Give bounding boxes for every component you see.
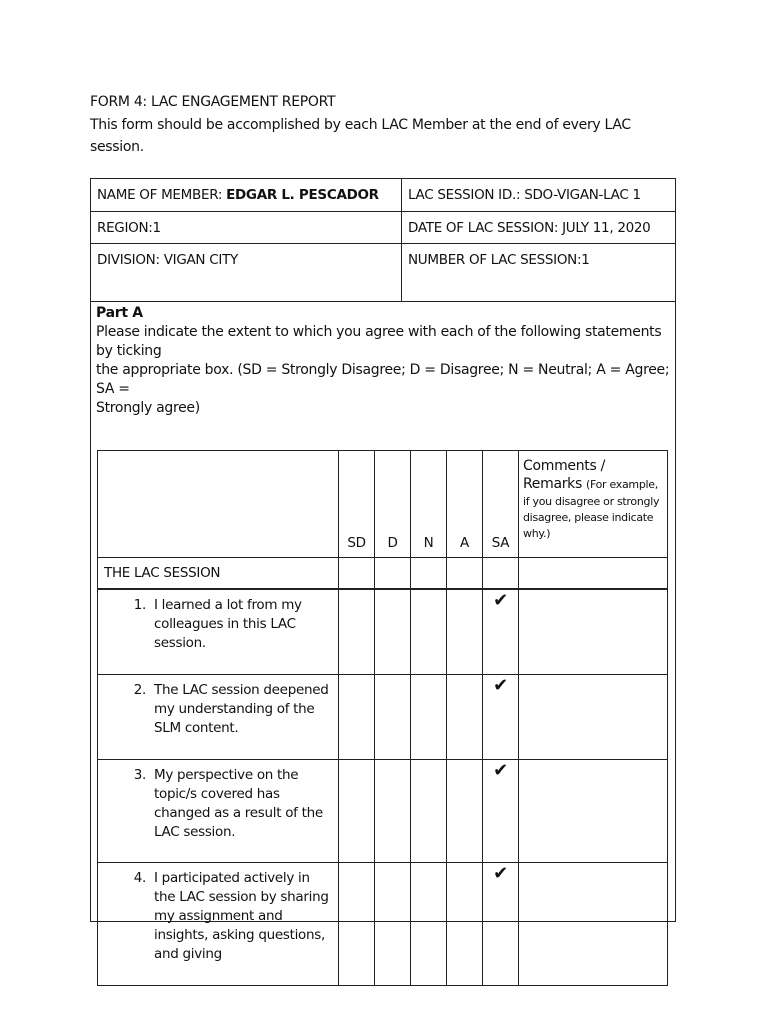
- remarks-cell[interactable]: [519, 863, 668, 986]
- rating-cell-sd[interactable]: [339, 589, 375, 675]
- statement-text: I learned a lot from my colleagues in this LAC session.: [154, 597, 302, 651]
- checkmark-icon: ✔: [493, 590, 508, 611]
- remarks-title-1: Comments /: [523, 458, 606, 474]
- rating-cell-sa[interactable]: [483, 675, 519, 760]
- rating-cell-n[interactable]: [411, 863, 447, 986]
- rating-cell-sa[interactable]: [483, 589, 519, 675]
- part-a-line-3: the appropriate box. (SD = Strongly Disagree; D = Disagree; N = Neutral; A = Agree;: [96, 362, 670, 378]
- section-cell-a: [447, 558, 483, 590]
- statement-cell: [98, 760, 339, 863]
- statement-number: 2.: [133, 682, 146, 698]
- remarks-cell[interactable]: [519, 760, 668, 863]
- statement-number: 1.: [133, 597, 146, 613]
- checkmark-icon: ✔: [493, 760, 508, 781]
- session-id-cell: LAC SESSION ID.: SDO-VIGAN-LAC 1: [402, 179, 676, 212]
- remarks-title-2: Remarks: [523, 476, 582, 492]
- session-date-cell: DATE OF LAC SESSION: JULY 11, 2020: [402, 212, 676, 244]
- rating-cell-a[interactable]: [447, 589, 483, 675]
- rating-cell-n[interactable]: [411, 589, 447, 675]
- section-title: THE LAC SESSION: [98, 558, 339, 590]
- rating-header-row: [98, 451, 668, 558]
- rating-cell-sa[interactable]: [483, 760, 519, 863]
- rating-cell-sd[interactable]: [339, 675, 375, 760]
- rating-cell-sa[interactable]: [483, 863, 519, 986]
- statement-header-cell: [98, 451, 339, 558]
- section-cell-n: [411, 558, 447, 590]
- section-cell-d: [375, 558, 411, 590]
- rating-cell-d[interactable]: [375, 675, 411, 760]
- scale-header-sa: SA: [483, 451, 519, 558]
- rating-cell-a[interactable]: [447, 863, 483, 986]
- rating-cell-a[interactable]: [447, 675, 483, 760]
- form-box: [90, 178, 676, 962]
- part-a-instructions: [96, 304, 671, 418]
- statement-text: My perspective on the topic/s covered has changed as a result of the LAC session.: [154, 767, 323, 840]
- rating-cell-a[interactable]: [447, 760, 483, 863]
- statement-cell: [98, 675, 339, 760]
- member-info-table: [91, 179, 675, 302]
- form-title: FORM 4: LAC ENGAGEMENT REPORT: [90, 94, 336, 110]
- rating-cell-d[interactable]: [375, 760, 411, 863]
- remarks-cell[interactable]: [519, 675, 668, 760]
- statement-text: I participated actively in the LAC session by sharing my assignment and insights, asking questions, and giving: [154, 870, 329, 962]
- part-a-line-5: Strongly agree): [96, 400, 200, 416]
- remarks-cell[interactable]: [519, 589, 668, 675]
- member-name-value: EDGAR L. PESCADOR: [226, 187, 379, 203]
- section-cell-sa: [483, 558, 519, 590]
- part-a-line-4: SA =: [96, 381, 130, 397]
- part-a-line-1: Please indicate the extent to which you agree with each of the following statements: [96, 324, 662, 340]
- section-cell-remarks: [519, 558, 668, 590]
- region-cell: REGION:1: [91, 212, 402, 244]
- form-intro: This form should be accomplished by each LAC Member at the end of every LAC session.: [90, 117, 631, 155]
- section-cell-sd: [339, 558, 375, 590]
- rating-table: [97, 450, 668, 986]
- statement-text: The LAC session deepened my understanding of the SLM content.: [154, 682, 329, 736]
- member-name-cell: [91, 179, 402, 212]
- scale-header-a: A: [447, 451, 483, 558]
- remarks-note: (For example, if you disagree or strongly disagree, please indicate why.): [523, 478, 660, 540]
- part-a-line-2: by ticking: [96, 343, 162, 359]
- statement-cell: [98, 589, 339, 675]
- checkmark-icon: ✔: [493, 675, 508, 696]
- rating-cell-sd[interactable]: [339, 863, 375, 986]
- statement-number: 4.: [133, 870, 146, 886]
- checkmark-icon: ✔: [493, 863, 508, 884]
- part-a-label: Part A: [96, 305, 143, 321]
- rating-cell-d[interactable]: [375, 863, 411, 986]
- member-name-label: NAME OF MEMBER:: [97, 187, 227, 203]
- table-row: [98, 589, 668, 675]
- rating-cell-n[interactable]: [411, 675, 447, 760]
- table-row: [98, 863, 668, 986]
- rating-cell-sd[interactable]: [339, 760, 375, 863]
- table-row: [98, 675, 668, 760]
- session-number-cell: NUMBER OF LAC SESSION:1: [402, 244, 676, 302]
- table-row: [98, 760, 668, 863]
- rating-cell-n[interactable]: [411, 760, 447, 863]
- statement-cell: [98, 863, 339, 986]
- rating-cell-d[interactable]: [375, 589, 411, 675]
- scale-header-d: D: [375, 451, 411, 558]
- division-cell: DIVISION: VIGAN CITY: [91, 244, 402, 302]
- scale-header-n: N: [411, 451, 447, 558]
- section-row: [98, 558, 668, 590]
- statement-number: 3.: [133, 767, 146, 783]
- remarks-header-cell: [519, 451, 668, 558]
- scale-header-sd: SD: [339, 451, 375, 558]
